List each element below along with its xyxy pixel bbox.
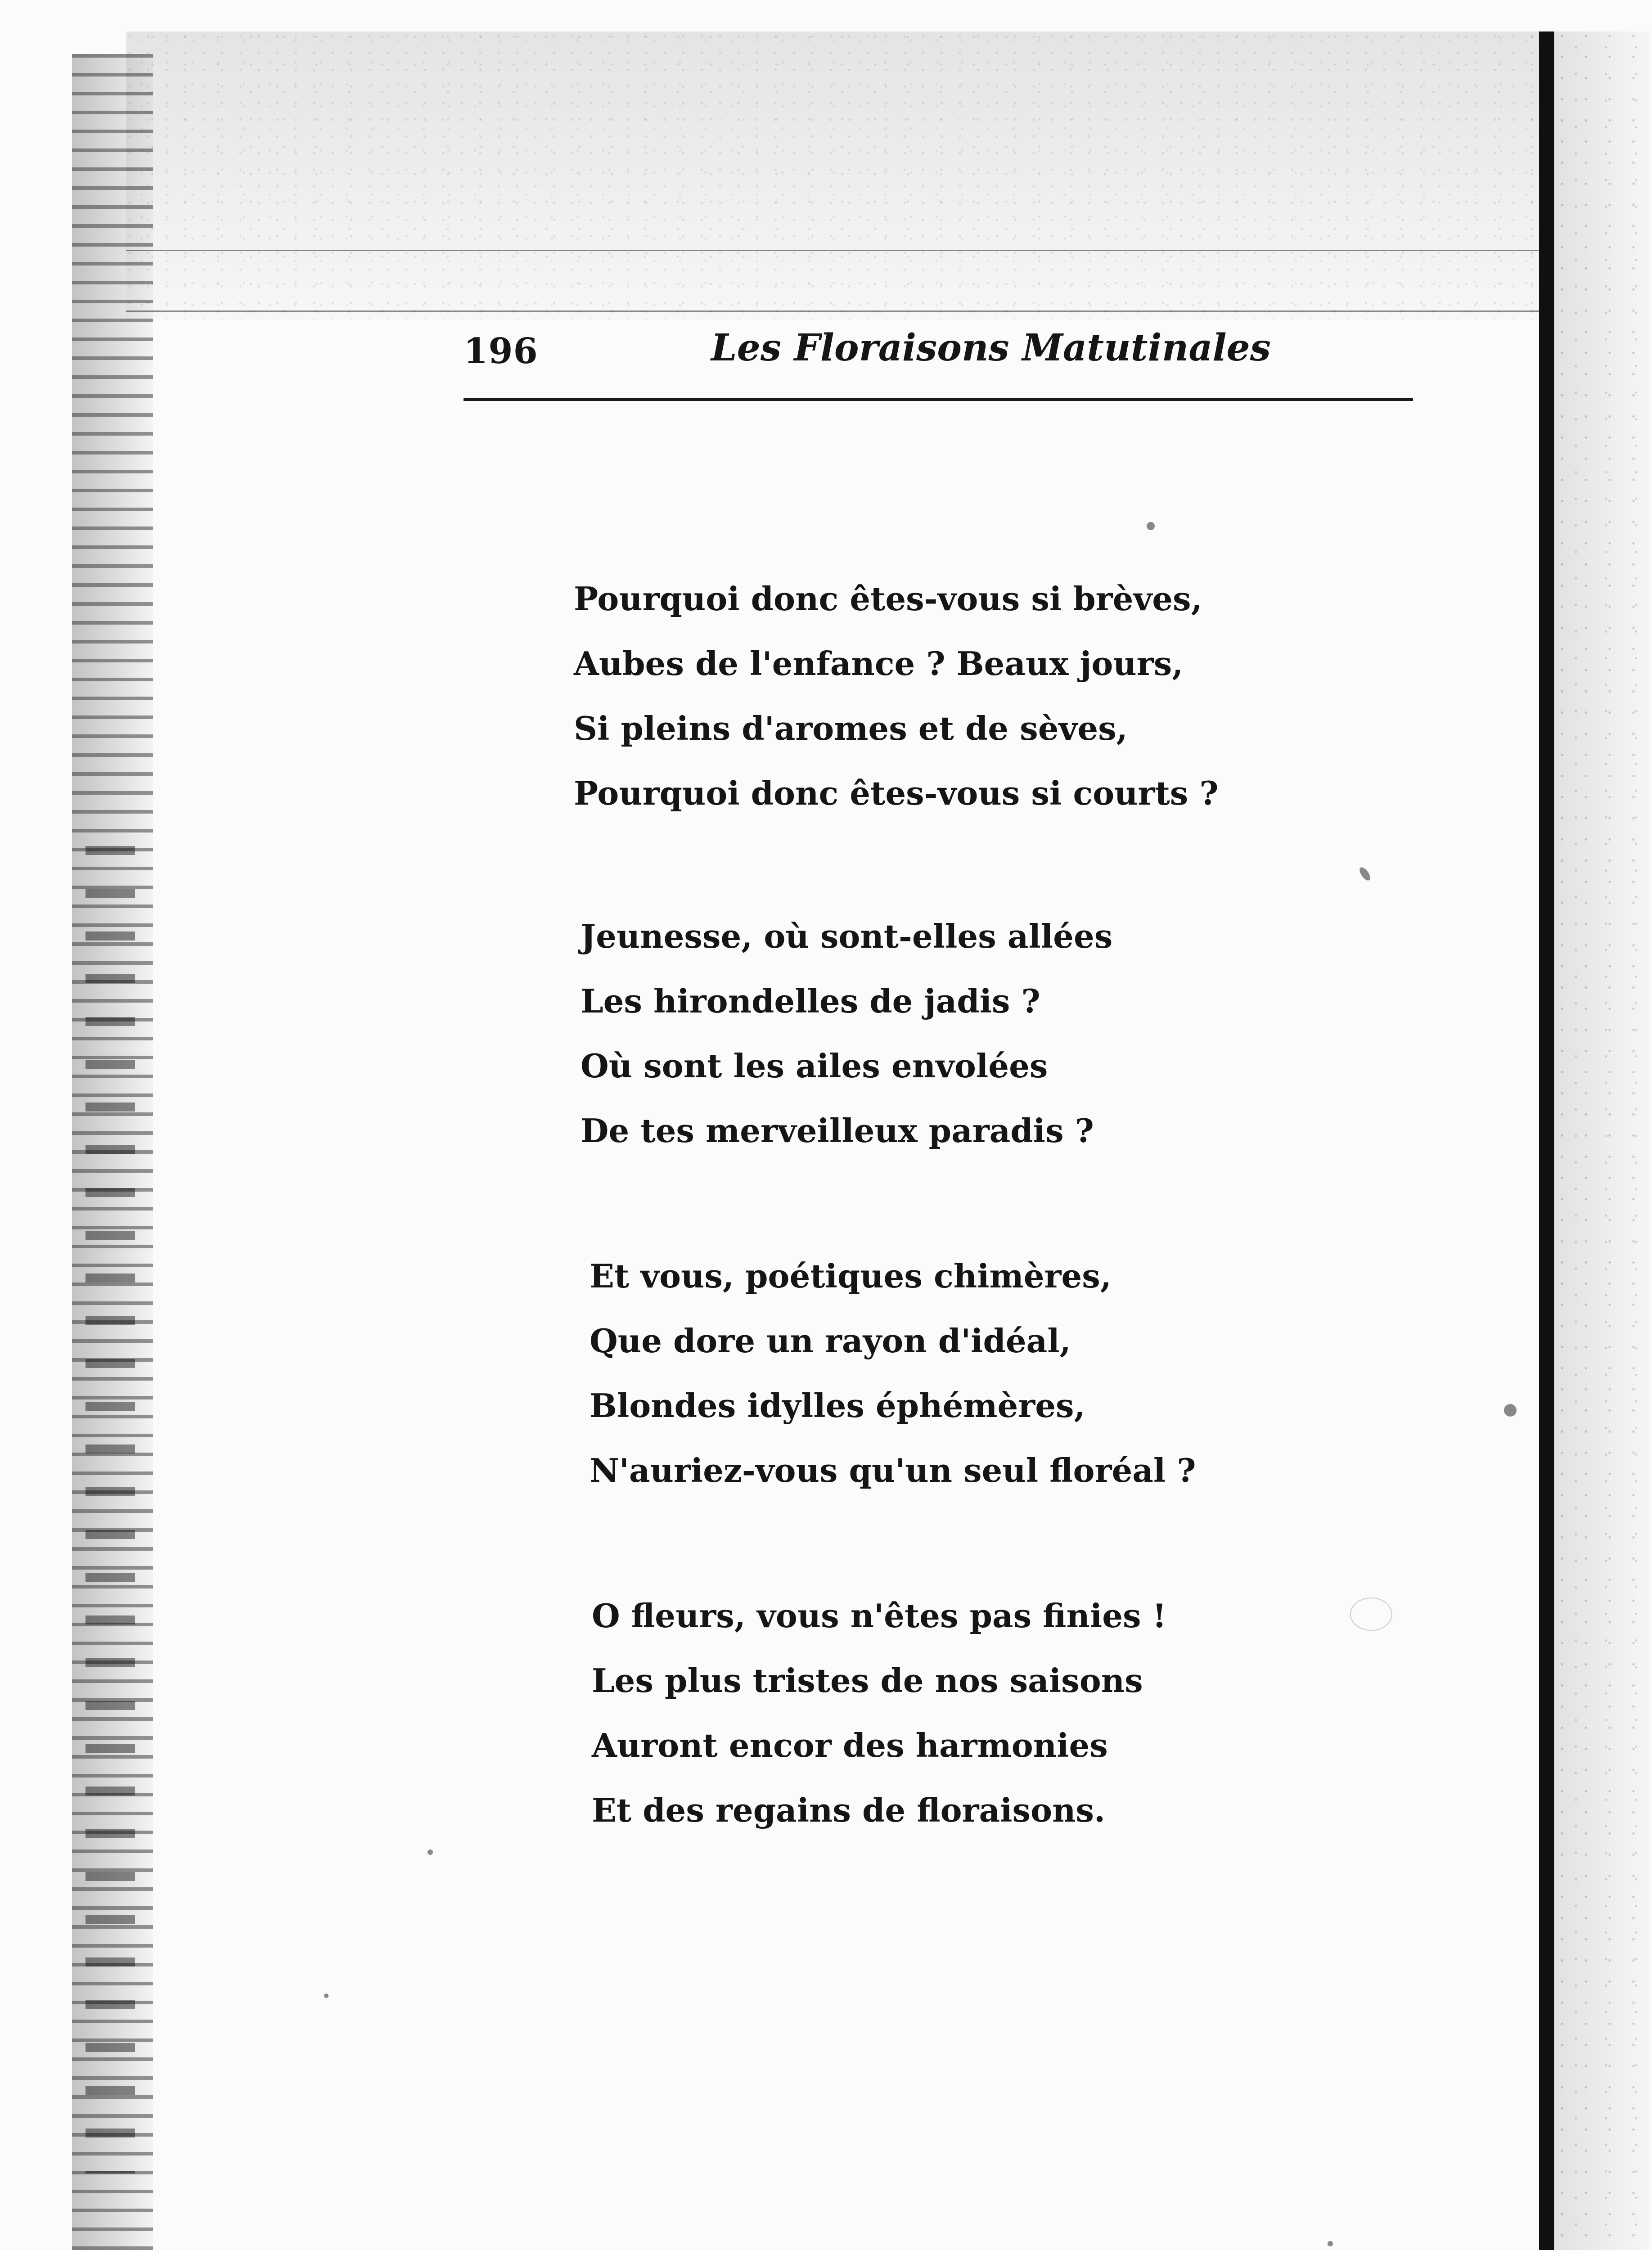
stanza-4 (592, 1598, 1166, 1857)
poem-line: Auront encor des harmonies (592, 1726, 1108, 1764)
poem-line: Et des regains de floraisons. (592, 1791, 1106, 1829)
running-title: Les Floraisons Matutinales (711, 326, 1271, 369)
poem-line: Jeunesse, où sont-elles allées (581, 917, 1113, 955)
scan-speck (1147, 522, 1155, 530)
scan-noise-right (1555, 32, 1649, 2250)
poem-line: De tes merveilleux paradis ? (581, 1112, 1094, 1150)
stanza-1 (574, 580, 1219, 840)
scan-binding-marks (86, 846, 135, 2174)
scan-rule-second (126, 310, 1539, 312)
poem-line: Si pleins d'aromes et de sèves, (574, 709, 1128, 747)
poem-line: Où sont les ailes envolées (581, 1047, 1048, 1085)
scan-rule-top (126, 250, 1539, 251)
poem-line: Et vous, poétiques chimères, (590, 1257, 1112, 1295)
header-rule (464, 398, 1413, 401)
poem-line: Pourquoi donc êtes-vous si courts ? (574, 774, 1219, 812)
poem-line: Les hirondelles de jadis ? (581, 982, 1040, 1020)
stanza-2 (581, 918, 1112, 1177)
scan-noise-top (126, 32, 1544, 320)
poem-line: Les plus tristes de nos saisons (592, 1661, 1143, 1700)
poem (574, 580, 1406, 1930)
poem-line: O fleurs, vous n'êtes pas finies ! (592, 1597, 1167, 1635)
stanza-3 (590, 1258, 1196, 1517)
poem-line: Pourquoi donc êtes-vous si brèves, (574, 580, 1202, 618)
poem-line: Que dore un rayon d'idéal, (590, 1322, 1071, 1360)
scan-speck (1328, 2241, 1333, 2246)
scan-speck (1350, 1598, 1392, 1631)
scan-speck (324, 1994, 329, 1998)
poem-line: Blondes idylles éphémères, (590, 1386, 1085, 1425)
page-edge-shadow (1539, 32, 1554, 2250)
poem-line: N'auriez-vous qu'un seul floréal ? (590, 1451, 1196, 1490)
page-number: 196 (464, 331, 538, 372)
scan-speck (1504, 1404, 1517, 1417)
poem-line: Aubes de l'enfance ? Beaux jours, (574, 644, 1184, 683)
scan-speck (428, 1850, 433, 1855)
